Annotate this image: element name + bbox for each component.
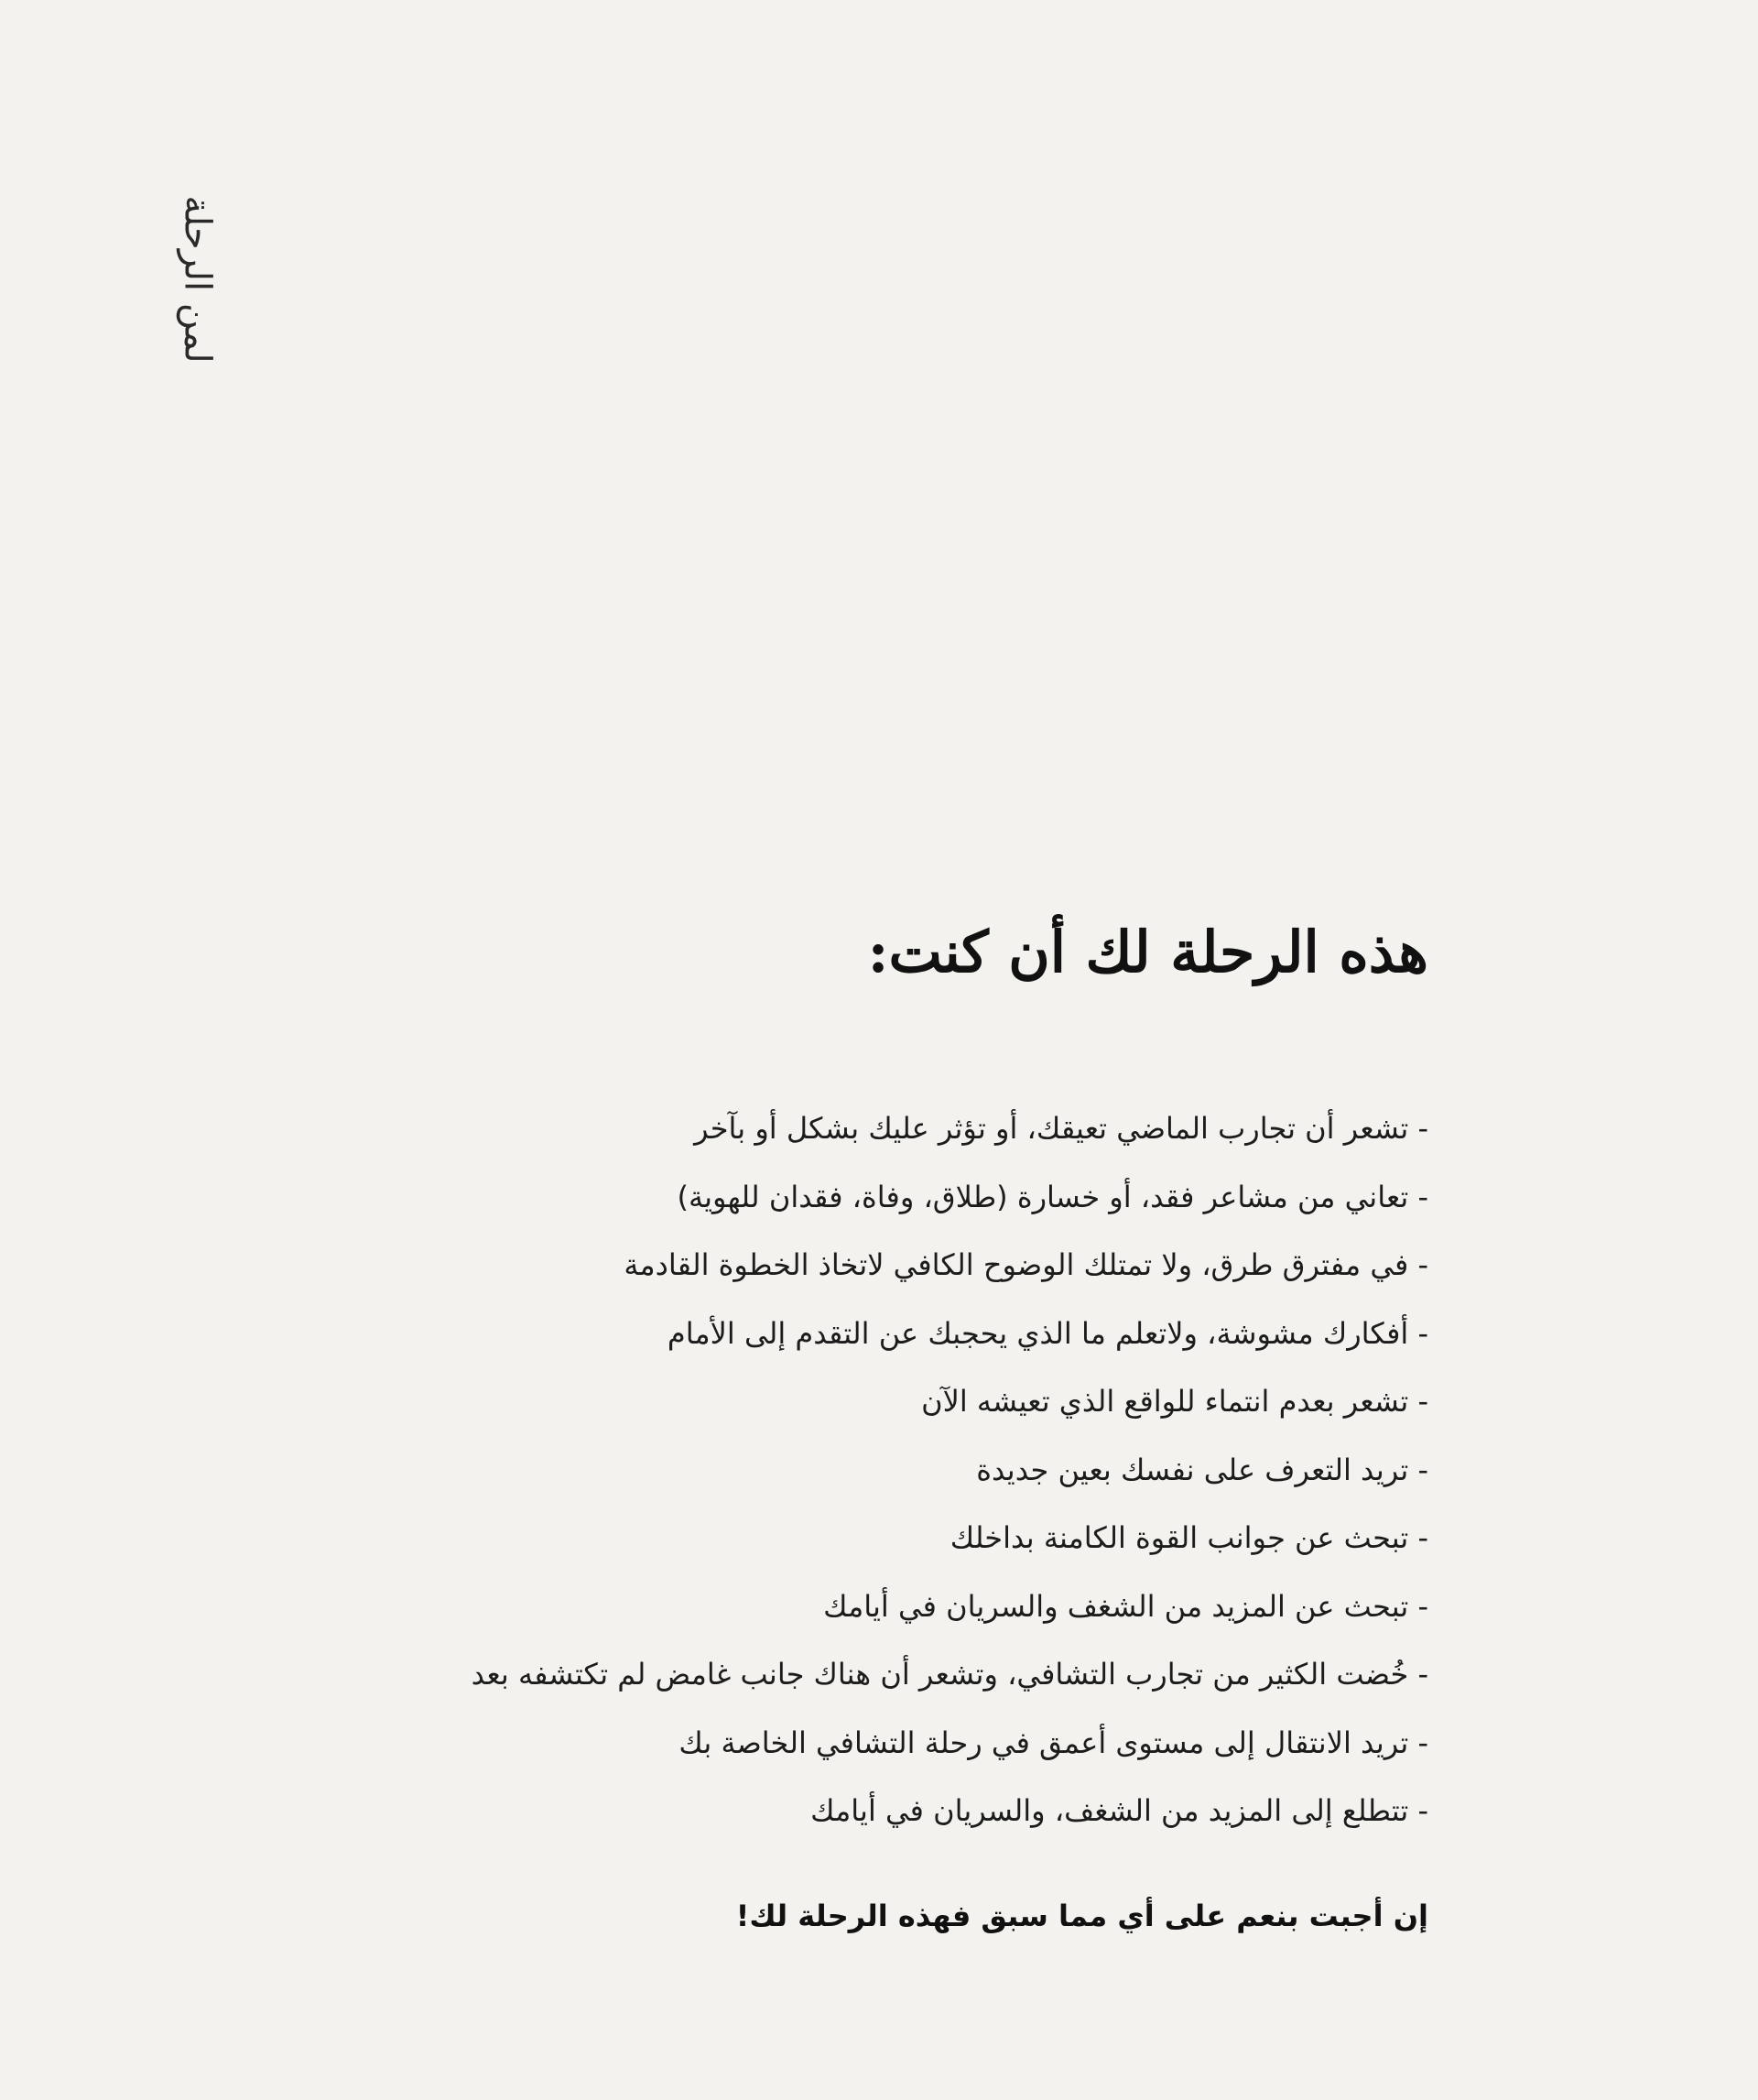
closing-statement: إن أجبت بنعم على أي مما سبق فهذه الرحلة لك! [735,1898,1428,1933]
main-content [330,907,1428,1950]
list-item: - تشعر أن تجارب الماضي تعيقك، أو تؤثر عليك بشكل أو بآخر [694,1111,1428,1146]
list-item: - خُضت الكثير من تجارب التشافي، وتشعر أن هناك جانب غامض لم تكتشفه بعد [471,1657,1428,1692]
list-item: - تريد التعرف على نفسك بعين جديدة [976,1452,1428,1487]
list-item: - تشعر بعدم انتماء للواقع الذي تعيشه الآن [921,1384,1428,1419]
list-item: - تتطلع إلى المزيد من الشغف، والسريان في أيامك [810,1793,1428,1828]
list-item: - تعاني من مشاعر فقد، أو خسارة (طلاق، وفاة، فقدان للهوية) [677,1179,1428,1214]
list-item: - أفكارك مشوشة، ولاتعلم ما الذي يحجبك عن التقدم إلى الأمام [667,1315,1428,1351]
list-item: - تبحث عن جوانب القوة الكامنة بداخلك [950,1520,1428,1555]
list-item: - تريد الانتقال إلى مستوى أعمق في رحلة التشافي الخاصة بك [678,1725,1428,1760]
page-heading: هذه الرحلة لك أن كنت: [867,919,1428,985]
criteria-list [330,1094,1428,1845]
side-brand-text: لمن الرحلة [177,195,220,364]
list-item: - تبحث عن المزيد من الشغف والسريان في أيامك [823,1588,1428,1624]
list-item: - في مفترق طرق، ولا تمتلك الوضوح الكافي لاتخاذ الخطوة القادمة [624,1247,1428,1282]
side-brand-label [170,192,225,366]
